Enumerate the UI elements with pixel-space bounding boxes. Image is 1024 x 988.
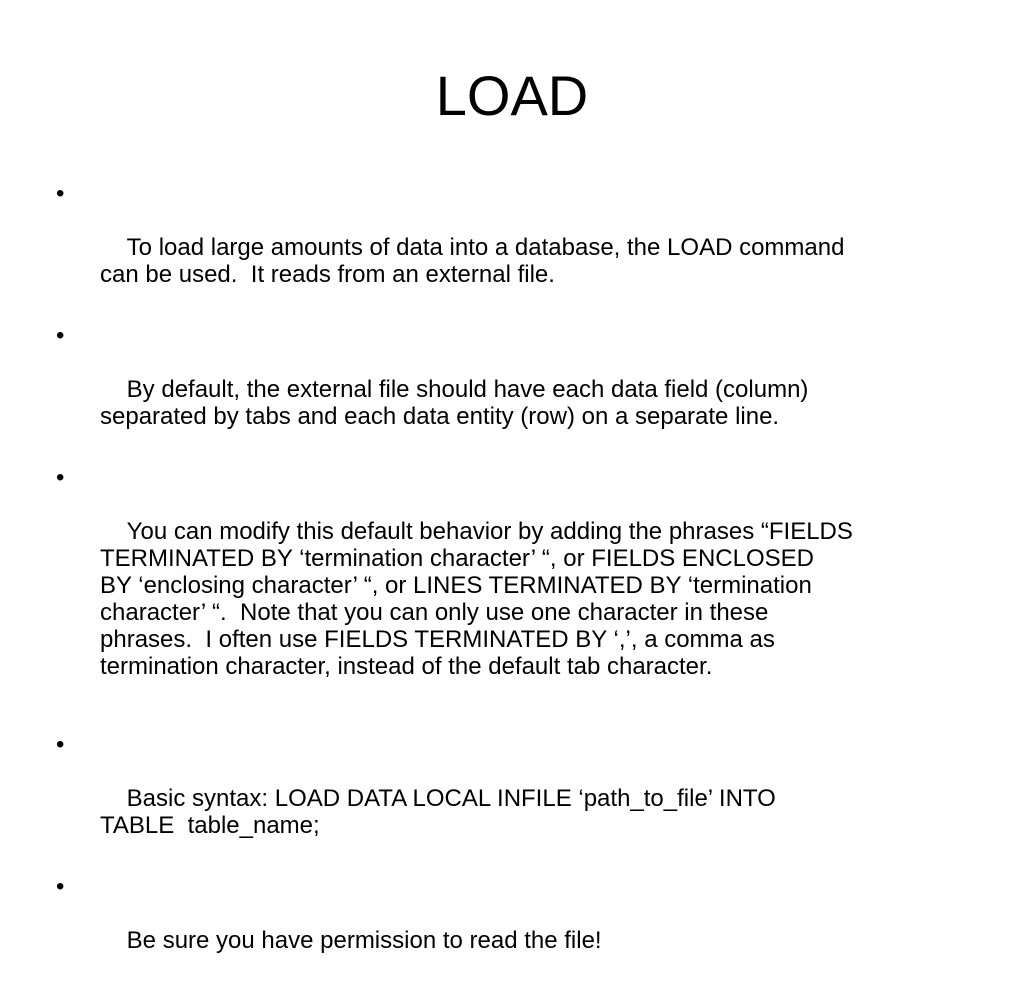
bullet-text: You can modify this default behavior by adding the phrases “FIELDS TERMINATED BY ‘termination character’ “, or FIELDS ENCLOSED BY ‘enclosing character’ “, or LINES TERMINATED BY ‘termination character’ “. Note that you can only use one character in these phrases. I often use FIELDS TERMINATED BY ‘,’, a comma as termination character, instead of the default tab character. bbox=[100, 518, 853, 680]
bullet-icon: • bbox=[56, 180, 65, 207]
bullet-item bbox=[56, 731, 976, 866]
bullet-item bbox=[56, 873, 976, 981]
bullet-text: By default, the external file should have each data field (column) separated by tabs and each data entity (row) on a separate line. bbox=[100, 376, 809, 430]
bullet-item bbox=[56, 180, 976, 315]
slide-title: LOAD bbox=[435, 64, 589, 127]
bullet-text: Basic syntax: LOAD DATA LOCAL INFILE ‘path_to_file’ INTO TABLE table_name; bbox=[100, 785, 776, 839]
bullet-item bbox=[56, 322, 976, 457]
bullet-list bbox=[56, 180, 976, 988]
bullet-icon: • bbox=[56, 731, 65, 758]
bullet-icon: • bbox=[56, 873, 65, 900]
bullet-text: Be sure you have permission to read the file! bbox=[126, 927, 602, 954]
bullet-icon: • bbox=[56, 464, 65, 491]
bullet-item bbox=[56, 464, 976, 707]
bullet-text: To load large amounts of data into a database, the LOAD command can be used. It reads from an external file. bbox=[100, 234, 845, 288]
bullet-icon: • bbox=[56, 322, 65, 349]
